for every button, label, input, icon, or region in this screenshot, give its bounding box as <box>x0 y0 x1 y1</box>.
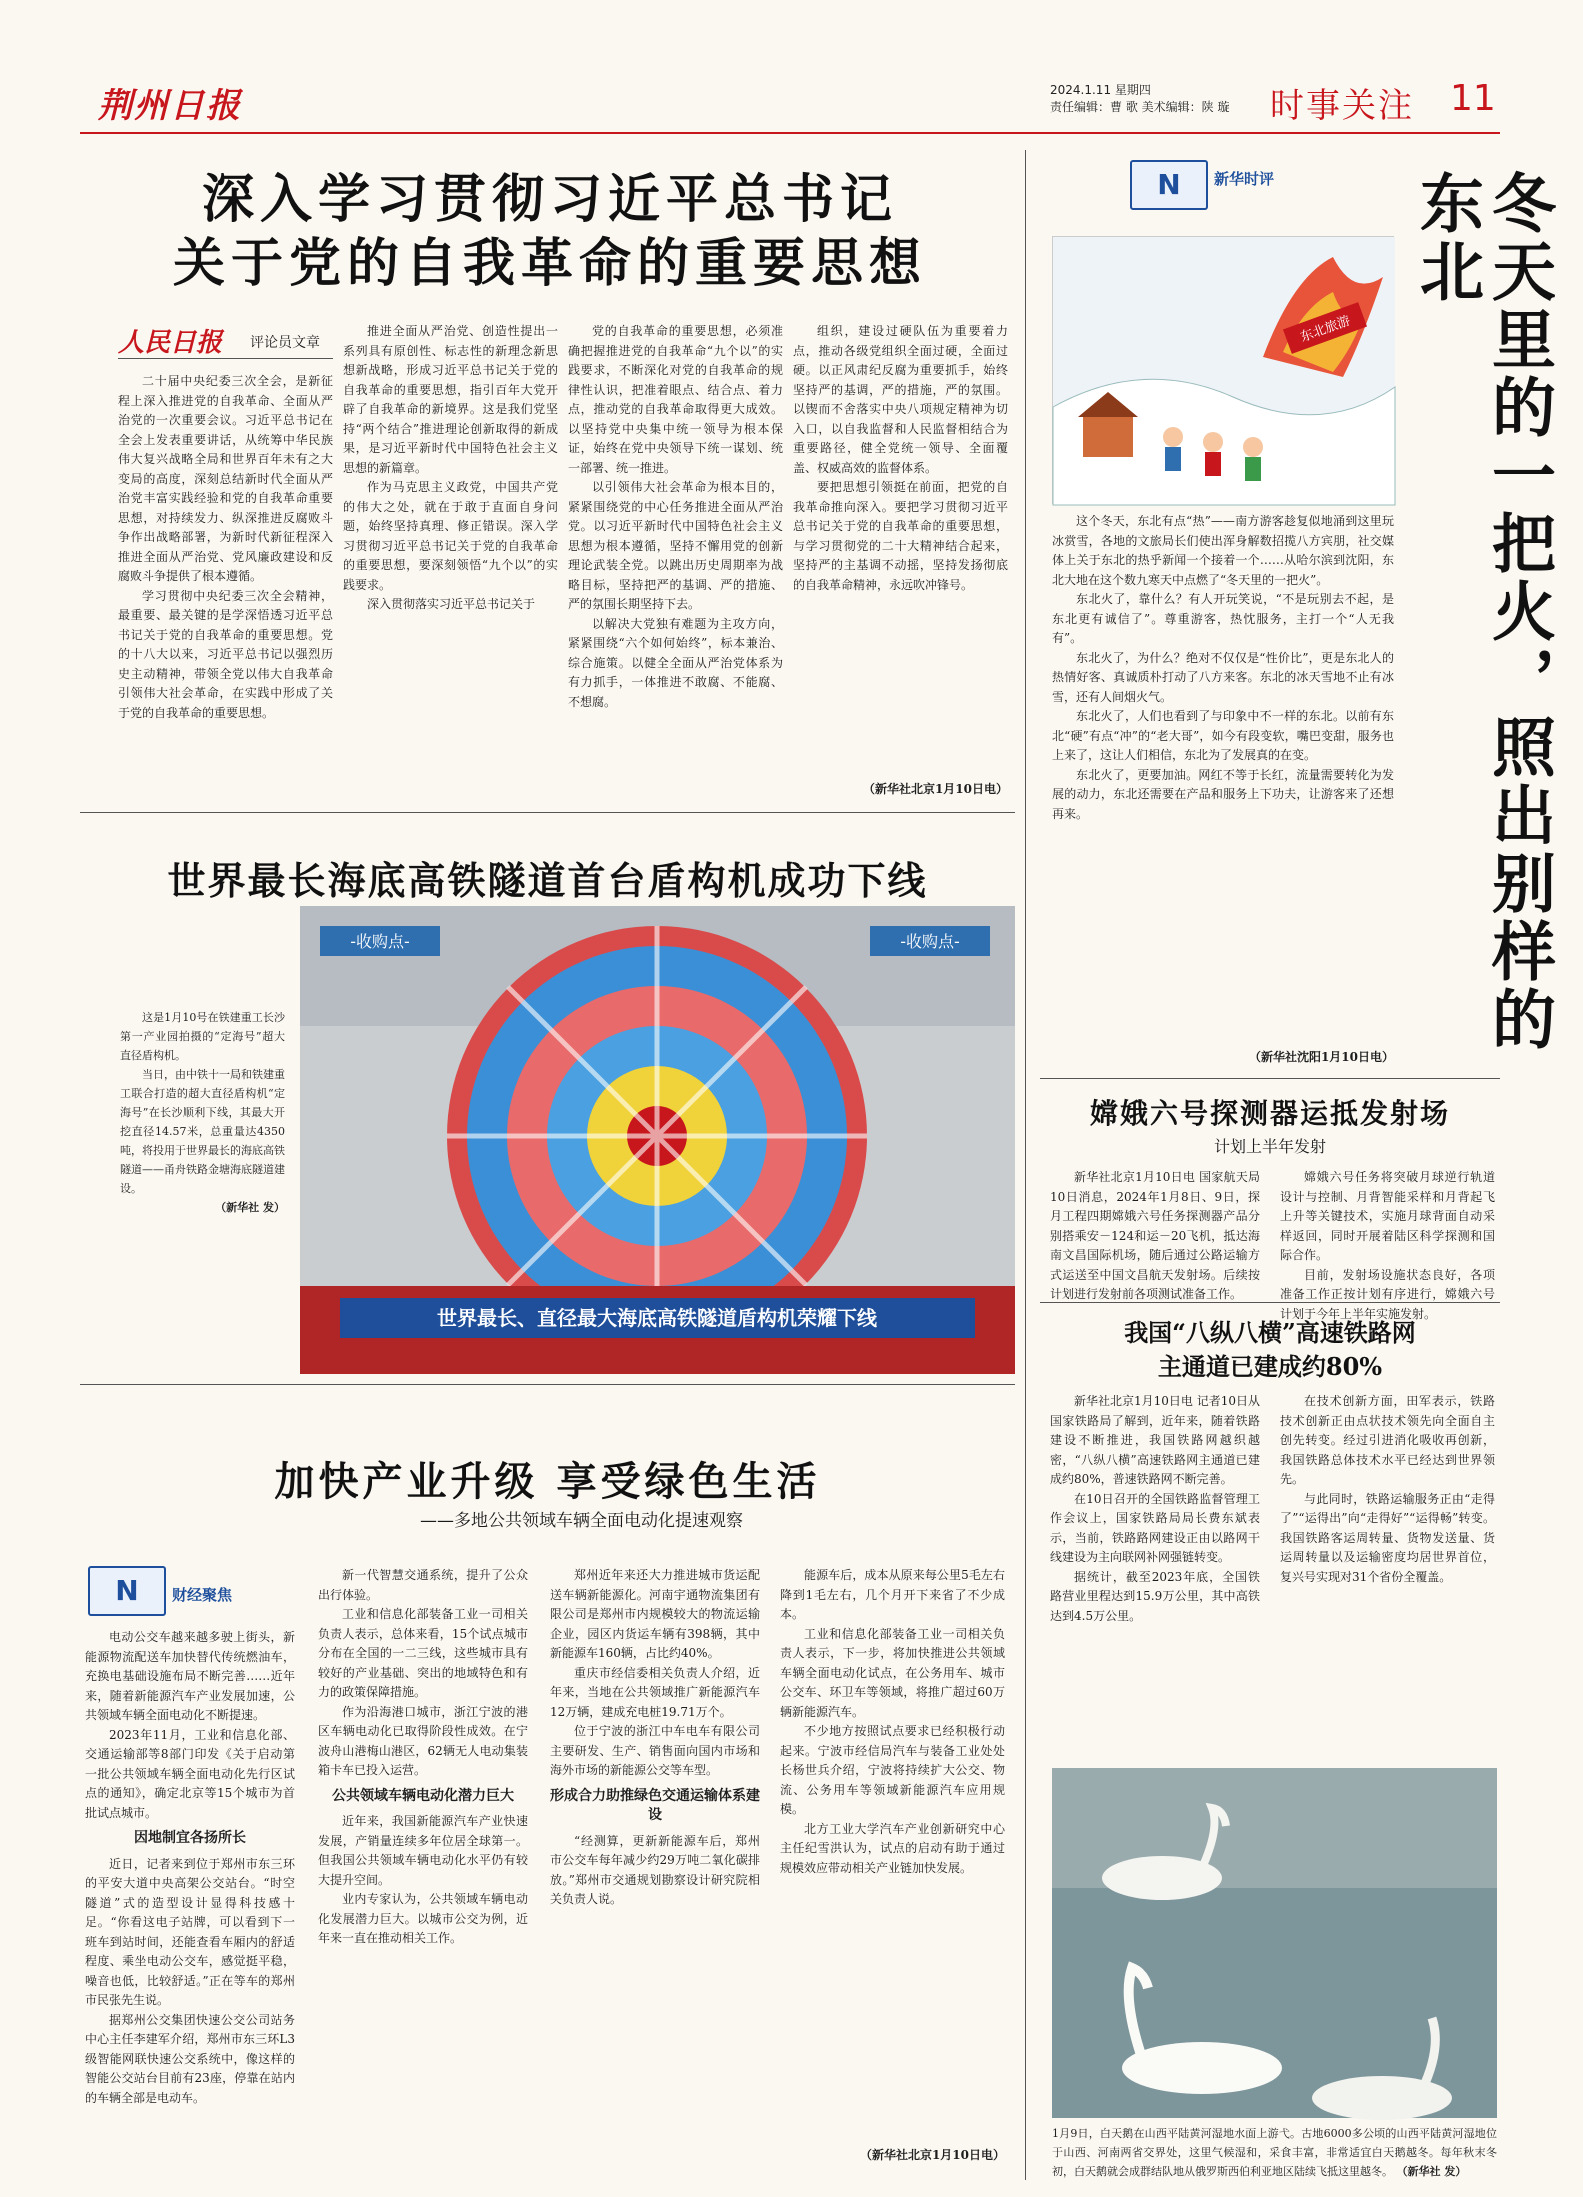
section-divider <box>80 812 1015 813</box>
commentary-body <box>1052 512 1394 1048</box>
paragraph: 近日，记者来到位于郑州市东三环的平安大道中央高架公交站台。“时空隧道”式的造型设计显得科技感十足。“你看这电子站牌，可以看到下一班车到站时间，还能查看车厢内的舒适程度、乘坐电动公交车，感觉挺平稳，噪音也低，比较舒适。”正在等车的郑州市民张先生说。 <box>85 1856 295 2007</box>
paragraph: 据郑州公交集团快速公交公司站务中心主任李建军介绍，郑州市东三环L3级智能网联快速公交系统中，像这样的智能公交站台目前有23座，停靠在站内的车辆全部是电动车。 <box>85 2012 295 2105</box>
paragraph: 组织，建设过硬队伍为重要着力点，推动各级党组织全面过硬，全面过硬。以正风肃纪反腐为重要抓手，始终坚持严的基调，严的措施，严的氛围。以锲而不舍落实中央八项规定精神为切入口，以自我监督和人民监督相结合为重要路径，健全党统一领导、全面覆盖、权威高效的监督体系。 <box>793 324 1008 475</box>
paragraph: 不少地方按照试点要求已经积极行动起来。宁波市经信局汽车与装备工业处处长杨世兵介绍，宁波将持续扩大公交、物流、公务用车等领域新能源汽车应用规模。 <box>780 1724 1005 1816</box>
article3-col1 <box>85 1628 295 2105</box>
section-divider <box>1040 1078 1500 1079</box>
column-divider <box>1025 150 1026 2180</box>
news-logo <box>88 1566 166 1616</box>
article1-headline <box>110 168 990 296</box>
winter-cartoon <box>1053 237 1395 505</box>
swan-illustration <box>1052 1768 1497 2118</box>
article6-headline-line2: 主通道已建成约80% <box>1157 1352 1383 1381</box>
paragraph: 重庆市经信委相关负责人介绍，近年来，当地在公共领域推广新能源汽车12万辆，建成充电桩19.71万个。 <box>550 1665 760 1719</box>
sign-right: -收购点- <box>900 932 960 951</box>
paragraph: 北方工业大学汽车产业创新研究中心主任纪雪洪认为，试点的启动有助于通过规模效应带动相关产业链加快发展。 <box>780 1821 1005 1875</box>
article6-headline-line1: 我国“八纵八横”高速铁路网 <box>1124 1318 1416 1347</box>
paragraph: 工业和信息化部装备工业一司相关负责人表示，下一步，将加快推进公共领域车辆全面电动化试点，在公务用车、城市公交车、环卫车等领域，将推广超过60万辆新能源汽车。 <box>780 1626 1005 1719</box>
paragraph: 东北火了，更要加油。网红不等于长红，流量需要转化为发展的动力，东北还需要在产品和服务上下功夫，让游客来了还想再来。 <box>1052 767 1394 821</box>
news-logo-n: N <box>1157 168 1181 201</box>
article3-tag: 财经聚焦 <box>172 1586 233 1604</box>
section-divider <box>1040 1302 1500 1303</box>
subhead: 因地制宜各扬所长 <box>134 1830 246 1846</box>
paragraph: 要把思想引领挺在前面，把党的自我革命推向深入。要把学习贯彻习近平总书记关于党的自我革命的重要思想，与学习贯彻党的二十大精神结合起来，坚持严的主基调不动摇，坚持发扬彻底的自我革命精神，永远吹冲锋号。 <box>793 480 1008 592</box>
article3-col2 <box>318 1566 528 2166</box>
article5-col2 <box>1280 1168 1495 1321</box>
article6-col2 <box>1280 1392 1495 1762</box>
paragraph: 业内专家认为，公共领域车辆电动化发展潜力巨大。以城市公交为例，近年来一直在推动相关工作。 <box>318 1892 528 1945</box>
commentary-tag: 新华时评 <box>1214 170 1275 188</box>
swan-credit: （新华社 发） <box>1396 2165 1467 2178</box>
commentary-credit: （新华社沈阳1月10日电） <box>1248 1050 1394 1064</box>
paragraph: 目前，发射场设施状态良好，各项准备工作正按计划有序进行，嫦娥六号计划于今年上半年实施发射。 <box>1280 1267 1495 1321</box>
paragraph: 推进全面从严治党、创造性提出一系列具有原创性、标志性的新理念新思想新战略，形成习近平总书记关于党的自我革命的重要思想，指引百年大党开辟了自我革命的新境界。这是我们党坚持“两个结合”推进理论创新取得的新成果，是习近平新时代中国特色社会主义思想的新篇章。 <box>343 324 558 475</box>
swan-caption <box>1052 2124 1497 2190</box>
paragraph: 与此同时，铁路运输服务正由“走得了”“运得出”向“走得好”“运得畅”转变。我国铁路客运周转量、货物发送量、货运周转量以及运输密度均居世界首位，复兴号实现对31个省份全覆盖。 <box>1280 1491 1495 1584</box>
paragraph: 郑州近年来还大力推进城市货运配送车辆新能源化。河南宇通物流集团有限公司是郑州市内规模较大的物流运输企业，园区内货运车辆有398辆，其中新能源车160辆，占比约40%。 <box>550 1568 760 1660</box>
paragraph: 位于宁波的浙江中车电车有限公司主要研发、生产、销售面向国内市场和海外市场的新能源公交等车型。 <box>550 1724 760 1777</box>
article1-col1 <box>118 372 333 798</box>
paragraph: 电动公交车越来越多驶上街头，新能源物流配送车加快替代传统燃油车，充换电基础设施布局不断完善……近年来，随着新能源汽车产业发展加速，公共领域车辆全面电动化不断提速。 <box>85 1630 295 1722</box>
article6-headline <box>1040 1316 1500 1384</box>
article5-subheadline: 计划上半年发射 <box>1213 1137 1326 1156</box>
paragraph: 2023年11月，工业和信息化部、交通运输部等8部门印发《关于启动第一批公共领域车辆全面电动化先行区试点的通知》，确定北京等15个城市为首批试点城市。 <box>85 1727 295 1820</box>
article6-col1 <box>1050 1392 1260 1762</box>
byline-rule <box>118 358 333 359</box>
article1-col4 <box>793 322 1008 777</box>
tbm-photo <box>300 906 1015 1374</box>
news-logo <box>1130 160 1208 210</box>
article5-col1 <box>1050 1168 1260 1301</box>
article3-col4 <box>780 1566 1005 2141</box>
newspaper-logo: 荆州日报 <box>98 86 242 126</box>
winter-illustration <box>1052 236 1394 504</box>
paragraph: 新华社北京1月10日电 国家航天局10日消息，2024年1月8日、9日，探月工程四期嫦娥六号任务探测器产品分别搭乘安－124和运－20飞机，抵达海南文昌国际机场，随后通过公路运输方式运送至中国文昌航天发射场。后续按计划进行发射前各项测试准备工作。 <box>1050 1170 1260 1301</box>
paragraph: 以引领伟大社会革命为根本目的，紧紧围绕党的中心任务推进全面从严治党。以习近平新时代中国特色社会主义思想为根本遵循，坚持不懈用党的创新理论武装全党。以跳出历史周期率为战略目标，坚持把严的基调、严的措施、严的氛围长期坚持下去。 <box>568 480 783 611</box>
paragraph: 嫦娥六号任务将突破月球逆行轨道设计与控制、月背智能采样和月背起飞上升等关键技术，实施月球背面自动采样返回，同时开展着陆区科学探测和国际合作。 <box>1280 1170 1495 1262</box>
date-line: 2024.1.11 星期四 <box>1050 83 1151 97</box>
caption-paragraph: 这是1月10号在铁建重工长沙第一产业园拍摄的“定海号”超大直径盾构机。 <box>120 1011 285 1062</box>
paragraph: 在技术创新方面，田军表示，铁路技术创新正由点状技术领先向全面自主创先转变。经过引进消化吸收再创新，我国铁路总体技术水平已经达到世界领先。 <box>1280 1394 1495 1486</box>
paragraph: 作为沿海港口城市，浙江宁波的港区车辆电动化已取得阶段性成效。在宁波舟山港梅山港区，62辆无人电动集装箱卡车已投入运营。 <box>318 1704 528 1777</box>
article1-headline-line2: 关于党的自我革命的重要思想 <box>172 233 927 294</box>
subhead: 公共领域车辆电动化潜力巨大 <box>332 1787 514 1804</box>
paragraph: 新华社北京1月10日电 记者10日从国家铁路局了解到，近年来，随着铁路建设不断推进，我国铁路网越织越密，“八纵八横”高速铁路网主通道已建成约80%，普速铁路网不断完善。 <box>1050 1394 1260 1486</box>
tbm-illustration <box>300 906 1015 1374</box>
article1-byline: 评论员文章 <box>250 335 320 351</box>
paragraph: 以解决大党独有难题为主攻方向，紧紧围绕“六个如何始终”，标本兼治、综合施策。以健全全面从严治党体系为有力抓手，一体推进不敢腐、不能腐、不想腐。 <box>568 616 783 709</box>
paragraph: 近年来，我国新能源汽车产业快速发展，产销量连续多年位居全球第一。但我国公共领域车辆电动化水平仍有较大提升空间。 <box>318 1814 528 1887</box>
paragraph: 能源车后，成本从原来每公里5毛左右降到1毛左右，几个月开下来省了不少成本。 <box>780 1568 1005 1621</box>
page-number: 11 <box>1450 78 1496 119</box>
paragraph: 作为马克思主义政党，中国共产党的伟大之处，就在于敢于直面自身问题，始终坚持真理、修正错误。深入学习贯彻习近平总书记关于党的自我革命的重要思想，要深刻领悟“九个以”的实践要求。 <box>343 480 558 592</box>
article3-headline: 加快产业升级 享受绿色生活 <box>274 1458 821 1505</box>
article5-headline: 嫦娥六号探测器运抵发射场 <box>1089 1097 1450 1130</box>
issue-meta <box>1050 82 1229 116</box>
paragraph: 在10日召开的全国铁路监督管理工作会议上，国家铁路局局长费东斌表示，当前，铁路路网建设正由以路网干线建设为主向联网补网强链转变。 <box>1050 1491 1260 1564</box>
paragraph: 学习贯彻中央纪委三次全会精神，最重要、最关键的是学深悟透习近平总书记关于党的自我革命的重要思想。党的十八大以来，习近平总书记以强烈历史主动精神，带领全党以伟大自我革命引领伟大社会革命，在实践中形成了关于党的自我革命的重要思想。 <box>118 588 333 720</box>
paragraph: 新一代智慧交通系统，提升了公众出行体验。 <box>318 1568 528 1602</box>
swan-caption-text: 1月9日，白天鹅在山西平陆黄河湿地水面上游弋。古地6000多公顷的山西平陆黄河湿地位于山西、河南两省交界处，这里气候湿和，采食丰富，非常适宜白天鹅越冬。每年秋末冬初，白天鹅就会成群结队地从俄罗斯西伯利亚地区陆续飞抵这里越冬。 <box>1052 2127 1497 2178</box>
sign-left: -收购点- <box>350 932 410 951</box>
illustration-sign: 东北旅游 <box>1298 313 1353 346</box>
article3-credit: （新华社北京1月10日电） <box>859 2148 1005 2162</box>
paragraph: 东北火了，靠什么？有人开玩笑说，“不是玩别去不起，是东北更有诚信了”。尊重游客，热忱服务，主打一个“人无我有”。 <box>1052 592 1394 645</box>
article1-headline-line1: 深入学习贯彻习近平总书记 <box>201 169 898 230</box>
paragraph: 二十届中央纪委三次全会，是新征程上深入推进党的自我革命、全面从严治党的一次重要会议。习近平总书记在全会上发表重要讲话，从统筹中华民族伟大复兴战略全局和世界百年未有之大变局的高度，深刻总结新时代全面从严治党丰富实践经验和党的自我革命重要思想，对持续发力、纵深推进反腐败斗争作出战略部署，为新时代新征程深入推进全面从严治党、党风廉政建设和反腐败斗争提供了根本遵循。 <box>118 374 333 583</box>
paragraph: “经测算，更新新能源车后，郑州市公交车每年减少约29万吨二氧化碳排放。”郑州市交通规划勘察设计研究院相关负责人说。 <box>550 1833 760 1906</box>
article2-headline: 世界最长海底高铁隧道首台盾构机成功下线 <box>167 858 928 903</box>
tbm-credit: （新华社 发） <box>215 1201 285 1214</box>
masthead-rule <box>80 132 1500 134</box>
paragraph: 深入贯彻落实习近平总书记关于 <box>367 597 536 611</box>
article1-col2 <box>343 322 558 798</box>
article1-col3 <box>568 322 783 798</box>
paragraph: 据统计，截至2023年底，全国铁路营业里程达到15.9万公里，其中高铁达到4.5万公里。 <box>1050 1569 1260 1623</box>
caption-paragraph: 当日，由中铁十一局和铁建重工联合打造的超大直径盾构机“定海号”在长沙顺利下线，其最大开挖直径14.57米，总重量达4350吨，将投用于世界最长的海底高铁隧道——甬舟铁路金塘海底隧道建设。 <box>120 1068 285 1195</box>
news-logo-n: N <box>115 1574 139 1607</box>
paragraph: 东北火了，人们也看到了与印象中不一样的东北。以前有东北“硬”有点“冲”的“老大哥”，如今有段变软，嘴巴变甜，服务也上来了，这让人们相信，东北为了发展真的在变。 <box>1052 709 1394 762</box>
tbm-caption <box>120 1008 285 1217</box>
article1-credit: （新华社北京1月10日电） <box>862 782 1008 796</box>
section-divider <box>80 1384 1015 1385</box>
article3-col1-cont <box>85 1928 295 2166</box>
paragraph: 工业和信息化部装备工业一司相关负责人表示，总体来看，15个试点城市分布在全国的一二三线，这些城市具有较好的产业基础、突出的地域特色和有力的政策保障措施。 <box>318 1607 528 1699</box>
section-title: 时事关注 <box>1270 86 1414 126</box>
editors-line: 责任编辑：曹 歌 美术编辑：陕 璇 <box>1050 100 1230 114</box>
paragraph: 东北火了，为什么？绝对不仅仅是“性价比”，更是东北人的热情好客、真诚质朴打动了八方来客。东北的冰天雪地不止有冰雪，还有人间烟火气。 <box>1052 650 1394 704</box>
commentary-headline: 冬天里的一把火，照出别样的东北 <box>1409 170 1556 1054</box>
article3-subheadline: ——多地公共领域车辆全面电动化提速观察 <box>420 1511 743 1531</box>
swan-photo <box>1052 1768 1497 2118</box>
paragraph: 这个冬天，东北有点“热”——南方游客趁复似地涌到这里玩冰赏雪，各地的文旅局长们使出浑身解数招揽八方宾朋，社交媒体上关于东北的热乎新闻一个接着一个……从哈尔滨到沈阳，东北大地在这个数九寒天中点燃了“冬天里的一把火”。 <box>1052 514 1394 587</box>
article3-col3 <box>550 1566 760 2166</box>
subhead: 形成合力助推绿色交通运输体系建设 <box>550 1787 760 1823</box>
paragraph: 党的自我革命的重要思想，必须准确把握推进党的自我革命“九个以”的实践要求，不断深化对党的自我革命的规律性认识，把准着眼点、结合点、着力点，推动党的自我革命取得更大成效。以坚持党中央集中统一领导为根本保证，始终在党中央领导下统一谋划、统一部署、统一推进。 <box>568 324 783 475</box>
photo-banner: 世界最长、直径最大海底高铁隧道盾构机荣耀下线 <box>437 1306 877 1330</box>
people-daily-logo: 人民日报 <box>118 328 223 358</box>
